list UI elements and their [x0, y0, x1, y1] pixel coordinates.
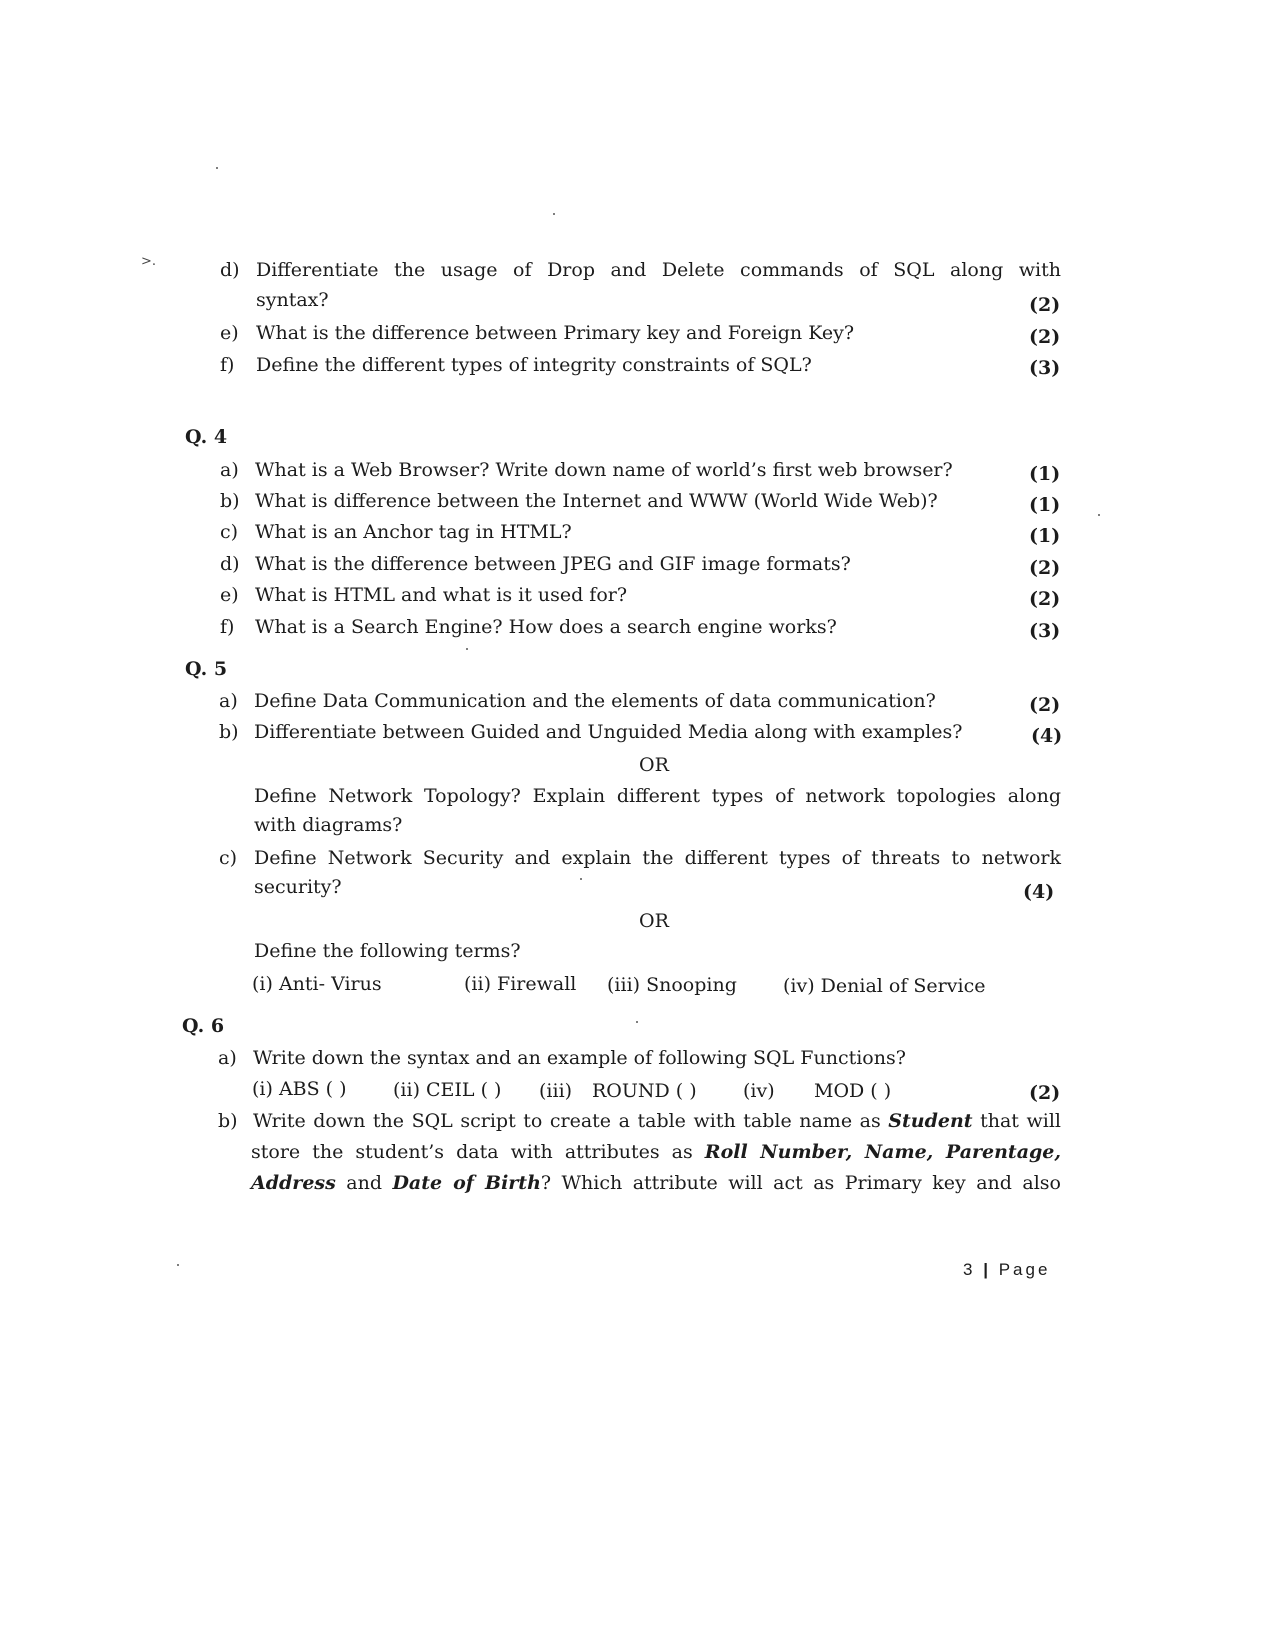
q3-d-line2: syntax? [256, 289, 329, 311]
q6-b-line2-attributes: Roll Number, Name, Parentage, [704, 1141, 1061, 1163]
q5-c-label: c) [219, 847, 238, 869]
q3-e-text: What is the difference between Primary key and Foreign Key? [256, 322, 855, 344]
q4-d-marks: (2) [1029, 557, 1061, 579]
scan-speck [636, 1021, 638, 1023]
q4-c-text: What is an Anchor tag in HTML? [255, 521, 572, 543]
q5-c-line2: security? [254, 876, 342, 898]
q6-b-line3 [251, 1174, 1061, 1193]
q5-term-1: (i) Anti- Virus [252, 973, 382, 995]
page-separator: | [983, 1260, 991, 1279]
q6-a-label: a) [218, 1047, 237, 1069]
q5-a-text: Define Data Communication and the elements of data communication? [254, 690, 936, 712]
q3-f-label: f) [220, 354, 235, 376]
q3-d-label: d) [220, 259, 240, 281]
q6-a-marks: (2) [1029, 1082, 1061, 1104]
q4-e-marks: (2) [1029, 588, 1061, 610]
q5-c-line1: Define Network Security and explain the different types of threats to network [254, 847, 1061, 869]
q6-fn-round: ROUND ( ) [592, 1080, 697, 1102]
q5-term-4: (iv) Denial of Service [783, 975, 986, 997]
q4-e-text: What is HTML and what is it used for? [255, 584, 628, 606]
q4-f-marks: (3) [1029, 620, 1061, 642]
q4-f-label: f) [220, 616, 235, 638]
q5-a-label: a) [219, 690, 238, 712]
q3-f-marks: (3) [1029, 357, 1061, 379]
page-footer [963, 1261, 1050, 1278]
scan-speck [216, 167, 218, 169]
scan-speck [553, 213, 555, 215]
q4-a-text: What is a Web Browser? Write down name of world’s first web browser? [255, 459, 953, 481]
q6-b-line3-dob: Date of Birth [392, 1172, 541, 1194]
scan-mark: >. [141, 254, 157, 269]
q3-e-marks: (2) [1029, 326, 1061, 348]
q4-b-text: What is difference between the Internet and WWW (World Wide Web)? [255, 490, 938, 512]
q3-e-label: e) [220, 322, 239, 344]
scan-speck [1098, 514, 1100, 516]
q3-f-text: Define the different types of integrity constraints of SQL? [256, 354, 812, 376]
q6-b-label: b) [218, 1110, 238, 1132]
q5-b-alt-line2: with diagrams? [254, 814, 403, 836]
q5-b-text: Differentiate between Guided and Unguided Media along with examples? [254, 721, 963, 743]
q5-term-2: (ii) Firewall [464, 973, 577, 995]
q6-b-line1-post: that will [980, 1110, 1061, 1132]
q6-fn-ceil: (ii) CEIL ( ) [393, 1079, 502, 1101]
scan-speck [580, 878, 582, 880]
q6-b-line1 [253, 1112, 1061, 1131]
q6-b-line2 [251, 1143, 1061, 1162]
q5-or-2: OR [639, 910, 669, 932]
q4-b-label: b) [220, 490, 240, 512]
q6-fn-abs: (i) ABS ( ) [252, 1078, 347, 1100]
q4-f-text: What is a Search Engine? How does a search engine works? [255, 616, 837, 638]
q5-c-alt-intro: Define the following terms? [254, 940, 521, 962]
page-word: Page [998, 1260, 1051, 1279]
q6-a-text: Write down the syntax and an example of following SQL Functions? [253, 1047, 906, 1069]
q4-d-text: What is the difference between JPEG and GIF image formats? [255, 553, 851, 575]
q4-b-marks: (1) [1029, 494, 1061, 516]
q5-heading: Q. 5 [185, 658, 228, 680]
q6-b-line3-address: Address [251, 1172, 336, 1194]
q5-b-alt-line1: Define Network Topology? Explain different types of network topologies along [254, 785, 1061, 807]
q3-d-line1: Differentiate the usage of Drop and Delete commands of SQL along with [256, 259, 1061, 281]
q6-heading: Q. 6 [182, 1015, 225, 1037]
q4-d-label: d) [220, 553, 240, 575]
q6-b-line3-post: ? Which attribute will act as Primary key and also [540, 1172, 1061, 1194]
q4-c-label: c) [220, 521, 239, 543]
q6-fn-iv: (iv) [743, 1080, 775, 1102]
q4-a-marks: (1) [1029, 463, 1061, 485]
q6-fn-mod: MOD ( ) [814, 1080, 892, 1102]
q6-b-line3-and: and [346, 1172, 382, 1194]
q6-b-line2-pre: store the student’s data with attributes as [251, 1141, 693, 1163]
page-number: 3 [963, 1260, 976, 1279]
q3-d-marks: (2) [1029, 294, 1061, 316]
q5-or-1: OR [639, 754, 669, 776]
scan-speck [177, 1264, 179, 1266]
scan-speck [466, 648, 468, 650]
q5-a-marks: (2) [1029, 694, 1061, 716]
q6-b-line1-pre: Write down the SQL script to create a table with table name as [253, 1110, 881, 1132]
q5-term-3: (iii) Snooping [607, 974, 737, 996]
q5-b-label: b) [219, 721, 239, 743]
q4-a-label: a) [220, 459, 239, 481]
q5-b-marks: (4) [1031, 725, 1063, 747]
q6-b-line1-student: Student [888, 1110, 973, 1132]
q5-c-marks: (4) [1023, 881, 1055, 903]
q4-heading: Q. 4 [185, 426, 228, 448]
q4-e-label: e) [220, 584, 239, 606]
q4-c-marks: (1) [1029, 525, 1061, 547]
q6-fn-iii: (iii) [539, 1080, 573, 1102]
